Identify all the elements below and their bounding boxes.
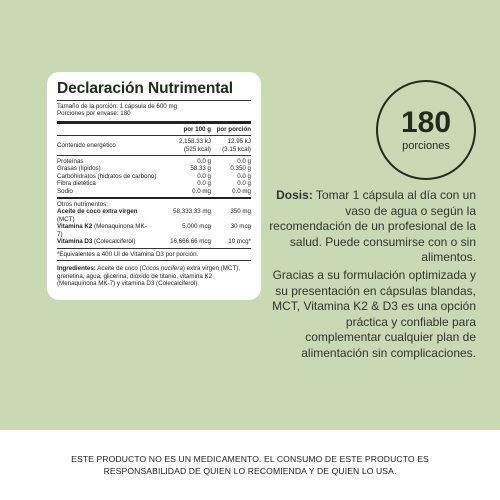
nutrient-per100: 0.0 g	[197, 172, 211, 180]
nutrient-row	[57, 180, 251, 187]
energy-per100-kcal: (525 kcal)	[183, 145, 211, 153]
nutrient-perserving: 0.0 mg	[232, 187, 251, 195]
other-nutrient-row	[57, 208, 251, 223]
nutrient-label: Carbohidratos (hidratos de carbono)	[57, 172, 157, 180]
footnote: *Equivalentes a 400 UI de Vitamina D3 por porción.	[57, 250, 199, 258]
disclaimer-footer	[0, 430, 500, 500]
energy-row	[57, 138, 251, 153]
column-perserving: por porción	[216, 125, 251, 133]
divider	[57, 100, 251, 101]
nutrient-label: Proteínas	[57, 158, 84, 166]
nutrient-perserving: 0.0 g	[237, 172, 251, 180]
other-nutrient-name: Vitamina D3	[57, 238, 93, 246]
nutrient-row	[57, 188, 251, 195]
energy-label: Contenido energético	[57, 142, 116, 150]
energy-per100	[151, 138, 211, 153]
label-title: Declaración Nutrimental	[57, 80, 234, 97]
other-nutrient-perserving: 30 mcg	[230, 223, 251, 231]
other-nutrient-per100: 16,666.66 mcg	[170, 238, 211, 246]
energy-perserving-kj: 12.95 kJ	[227, 138, 251, 146]
other-nutrient-label	[57, 208, 151, 223]
other-nutrient-name: Vitamina K2	[57, 223, 93, 231]
other-nutrient-list	[57, 208, 251, 245]
divider	[57, 260, 251, 261]
other-nutrient-row	[57, 238, 251, 245]
nutrient-label: Fibra dietética	[57, 180, 96, 188]
other-nutrient-label	[57, 238, 151, 245]
column-header-row	[57, 126, 251, 133]
servings-unit: porciones	[402, 140, 450, 152]
nutrient-per100: 0.0 g	[197, 158, 211, 166]
dosage-body: Tomar 1 cápsula al día con un vaso de agua o según la recomendación de un profesional de la salud. Puede consumirse con o sin alimentos.	[269, 188, 476, 264]
nutrient-row	[57, 173, 251, 180]
other-nutrient-detail: (Menaquinona MK-7)	[57, 223, 147, 238]
divider	[57, 155, 251, 156]
energy-perserving-kcal: (3.15 kcal)	[222, 145, 251, 153]
nutrition-label	[47, 72, 261, 300]
other-nutrient-row	[57, 223, 251, 238]
divider	[57, 197, 251, 199]
nutrient-perserving: 0.350 g	[230, 165, 251, 173]
nutrient-row	[57, 165, 251, 172]
ingredients-pre: Aceite de coco (	[95, 264, 142, 272]
energy-per100-kj: 2,158.33 kJ	[179, 138, 211, 146]
ingredients-post: ) extra virgen (MCT), grenetina, agua, glicerina, dióxido de titanio, vitamina K2 (Menaquinona MK-7) y vitamina D3 (Colecalciferol).	[57, 264, 240, 288]
nutrient-perserving: 0.0 g	[237, 158, 251, 166]
product-description: Gracias a su formulación optimizada y su presentación en cápsulas blandas, MCT, Vitamina K2 & D3 es una opción práctica y confiable para complementar cualquier plan de alimentación sin complicaciones.	[272, 268, 476, 360]
servings-number: 180	[400, 106, 452, 139]
servings-badge	[376, 80, 476, 180]
other-nutrient-perserving: 10 mcg*	[228, 238, 251, 246]
nutrient-per100: 58.33 g	[190, 165, 211, 173]
servings-per-container: Porciones por envase: 180	[57, 110, 131, 118]
energy-perserving	[211, 138, 251, 153]
dosage-text	[268, 188, 476, 266]
other-nutrient-label	[57, 223, 151, 238]
divider	[57, 135, 251, 136]
divider	[57, 121, 251, 124]
disclaimer-text: ESTE PRODUCTO NO ES UN MEDICAMENTO. EL CONSUMO DE ESTE PRODUCTO ES RESPONSABILIDAD DE QUIEN LO RECOMIENDA Y DE QUIEN LO USA.	[71, 454, 429, 476]
serving-size: Tamaño de la porción: 1 cápsula de 600 mg	[57, 103, 178, 110]
nutrient-list	[57, 158, 251, 195]
other-nutrient-per100: 5,000 mcg	[182, 223, 211, 231]
other-nutrient-detail: (Colecalciferol)	[92, 238, 136, 246]
nutrient-per100: 0.0 g	[197, 180, 211, 188]
ingredients-italic: Cocos nucifera	[141, 264, 183, 272]
nutrient-per100: 0.0 mg	[192, 187, 211, 195]
other-nutrient-name: Aceite de coco extra virgen	[57, 208, 138, 216]
nutrient-label: Grasas (lípidos)	[57, 165, 101, 173]
ingredients-label: Ingredientes:	[57, 264, 96, 272]
other-nutrient-detail: (MCT)	[57, 215, 75, 223]
other-nutrient-perserving: 350 mg	[230, 208, 251, 216]
ingredients	[57, 265, 251, 288]
nutrient-row	[57, 158, 251, 165]
column-per100: por 100 g	[183, 125, 211, 133]
nutrient-label: Sodio	[57, 187, 73, 195]
dosage-label: Dosis:	[276, 188, 313, 202]
nutrient-perserving: 0.0 g	[237, 180, 251, 188]
other-nutrient-per100: 58,333.33 mg	[173, 208, 211, 216]
other-nutrients-title: Otros nutrimentos:	[57, 201, 108, 209]
divider	[57, 248, 251, 249]
